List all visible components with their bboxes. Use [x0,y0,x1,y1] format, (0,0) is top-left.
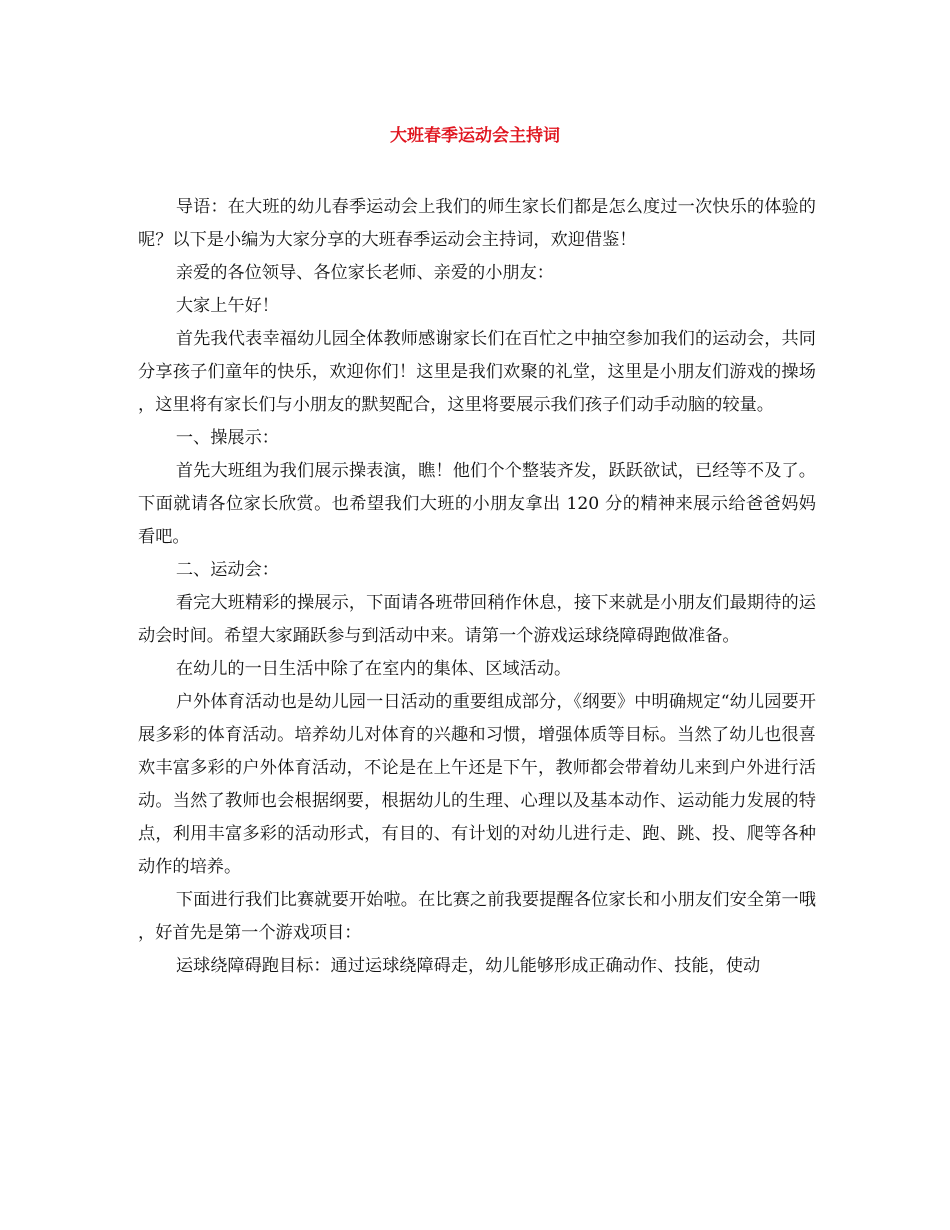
paragraph-salutation: 亲爱的各位领导、各位家长老师、亲爱的小朋友： [175,263,554,283]
paragraph-welcome: 首先我代表幸福幼儿园全体教师感谢家长们在百忙之中抽空参加我们的运动会，共同分享孩子们童年的快乐，欢迎你们！这里是我们欢聚的礼堂，这里是小朋友们游戏的操场，这里将有家长们与小朋友的默契配合，这里将要展示我们孩子们动手动脑的较量。 [138,329,816,415]
section-heading-exercise: 一、操展示： [175,428,279,448]
paragraph-sports-meet: 看完大班精彩的操展示，下面请各班带回稍作休息，接下来就是小朋友们最期待的运动会时间。希望大家踊跃参与到活动中来。请第一个游戏运球绕障碍跑做准备。 [138,593,816,646]
paragraph-greeting: 大家上午好！ [175,296,279,316]
paragraph-daily-life: 在幼儿的一日生活中除了在室内的集体、区域活动。 [175,659,572,679]
paragraph-exercise: 首先大班组为我们展示操表演，瞧！他们个个整装齐发，跃跃欲试，已经等不及了。下面就请各位家长欣赏。也希望我们大班的小朋友拿出 120 分的精神来展示给爸爸妈妈看吧。 [138,461,816,547]
document-body [138,191,816,983]
paragraph-intro: 导语：在大班的幼儿春季运动会上我们的师生家长们都是怎么度过一次快乐的体验的呢？以下是小编为大家分享的大班春季运动会主持词，欢迎借鉴！ [138,197,816,250]
document-title: 大班春季运动会主持词 [390,126,560,146]
section-heading-sports-meet: 二、运动会： [175,560,279,580]
paragraph-outdoor-activities: 户外体育活动也是幼儿园一日活动的重要组成部分，《纲要》中明确规定“幼儿园要开展多彩的体育活动。培养幼儿对体育的兴趣和习惯，增强体质等目标。当然了幼儿也很喜欢丰富多彩的户外体育活动，不论是在上午还是下午，教师都会带着幼儿来到户外进行活动。当然了教师也会根据纲要，根据幼儿的生理、心理以及基本动作、运动能力发展的特点，利用丰富多彩的活动形式，有目的、有计划的对幼儿进行走、跑、跳、投、爬等各种动作的培养。 [138,692,816,877]
paragraph-first-game: 运球绕障碍跑目标：通过运球绕障碍走，幼儿能够形成正确动作、技能，使动 [175,956,761,976]
paragraph-safety: 下面进行我们比赛就要开始啦。在比赛之前我要提醒各位家长和小朋友们安全第一哦，好首先是第一个游戏项目： [138,890,816,943]
